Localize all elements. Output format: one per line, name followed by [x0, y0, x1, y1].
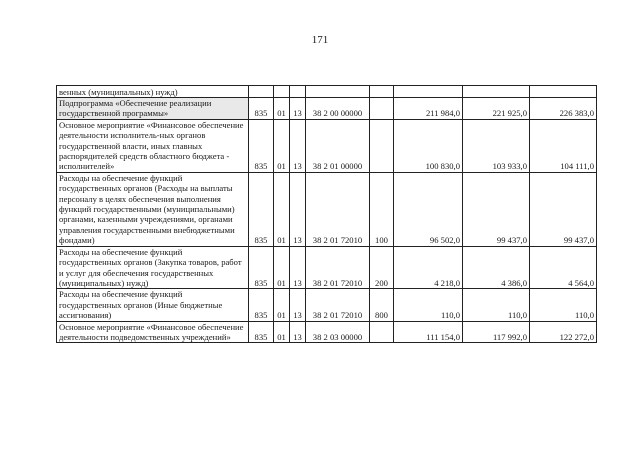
- table-row: [57, 172, 597, 246]
- section-code: 01: [274, 98, 290, 120]
- amount-year-2: 103 933,0: [463, 119, 530, 172]
- grbs-code: 835: [249, 246, 274, 289]
- amount-year-1: 4 218,0: [394, 246, 463, 289]
- grbs-code: 835: [249, 119, 274, 172]
- amount-year-2: 117 992,0: [463, 321, 530, 343]
- target-article-code: 38 2 01 72010: [306, 172, 370, 246]
- subsection-code: 13: [290, 172, 306, 246]
- subsection-code: 13: [290, 289, 306, 321]
- amount-year-2: 4 386,0: [463, 246, 530, 289]
- target-article-code: 38 2 01 72010: [306, 246, 370, 289]
- amount-year-2: [463, 86, 530, 98]
- expense-type-code: [370, 119, 394, 172]
- amount-year-2: 221 925,0: [463, 98, 530, 120]
- target-article-code: 38 2 00 00000: [306, 98, 370, 120]
- row-description: Основное мероприятие «Финансовое обеспечение деятельности исполнитель-ных органов государственной власти, иных главных распорядителей средств областного бюджета - исполнителей»: [57, 119, 249, 172]
- target-article-code: [306, 86, 370, 98]
- amount-year-2: 110,0: [463, 289, 530, 321]
- amount-year-3: 4 564,0: [530, 246, 597, 289]
- row-description: венных (муниципальных) нужд): [57, 86, 249, 98]
- row-description: Основное мероприятие «Финансовое обеспечение деятельности подведомственных учреждений»: [57, 321, 249, 343]
- expense-type-code: [370, 86, 394, 98]
- amount-year-3: 110,0: [530, 289, 597, 321]
- amount-year-1: 211 984,0: [394, 98, 463, 120]
- amount-year-1: [394, 86, 463, 98]
- subsection-code: 13: [290, 98, 306, 120]
- row-description: Расходы на обеспечение функций государственных органов (Закупка товаров, работ и услуг для обеспечения государственных (муниципальных) нужд): [57, 246, 249, 289]
- grbs-code: 835: [249, 321, 274, 343]
- subsection-code: [290, 86, 306, 98]
- table-row: [57, 321, 597, 343]
- target-article-code: 38 2 01 72010: [306, 289, 370, 321]
- grbs-code: [249, 86, 274, 98]
- target-article-code: 38 2 03 00000: [306, 321, 370, 343]
- table-row: [57, 98, 597, 120]
- table-row: [57, 246, 597, 289]
- grbs-code: 835: [249, 98, 274, 120]
- amount-year-3: 122 272,0: [530, 321, 597, 343]
- page-number: 171: [311, 34, 329, 46]
- section-code: 01: [274, 289, 290, 321]
- amount-year-3: [530, 86, 597, 98]
- expense-type-code: 200: [370, 246, 394, 289]
- target-article-code: 38 2 01 00000: [306, 119, 370, 172]
- subsection-code: 13: [290, 246, 306, 289]
- row-description: Расходы на обеспечение функций государственных органов (Иные бюджетные ассигнования): [57, 289, 249, 321]
- section-code: 01: [274, 119, 290, 172]
- subsection-code: 13: [290, 321, 306, 343]
- table-row: [57, 86, 597, 98]
- table-row: [57, 119, 597, 172]
- amount-year-3: 226 383,0: [530, 98, 597, 120]
- amount-year-1: 110,0: [394, 289, 463, 321]
- expense-type-code: [370, 321, 394, 343]
- grbs-code: 835: [249, 172, 274, 246]
- row-description: Расходы на обеспечение функций государственных органов (Расходы на выплаты персоналу в целях обеспечения выполнения функций государственными (муниципальными) органами, казенными учреждениями, органами управления государственными внебюджетными фондами): [57, 172, 249, 246]
- grbs-code: 835: [249, 289, 274, 321]
- section-code: [274, 86, 290, 98]
- budget-table: [56, 85, 597, 343]
- section-code: 01: [274, 172, 290, 246]
- row-description: Подпрограмма «Обеспечение реализации государственной программы»: [57, 98, 249, 120]
- section-code: 01: [274, 246, 290, 289]
- amount-year-1: 111 154,0: [394, 321, 463, 343]
- amount-year-1: 100 830,0: [394, 119, 463, 172]
- amount-year-2: 99 437,0: [463, 172, 530, 246]
- section-code: 01: [274, 321, 290, 343]
- table-row: [57, 289, 597, 321]
- subsection-code: 13: [290, 119, 306, 172]
- amount-year-1: 96 502,0: [394, 172, 463, 246]
- expense-type-code: [370, 98, 394, 120]
- amount-year-3: 99 437,0: [530, 172, 597, 246]
- expense-type-code: 100: [370, 172, 394, 246]
- expense-type-code: 800: [370, 289, 394, 321]
- amount-year-3: 104 111,0: [530, 119, 597, 172]
